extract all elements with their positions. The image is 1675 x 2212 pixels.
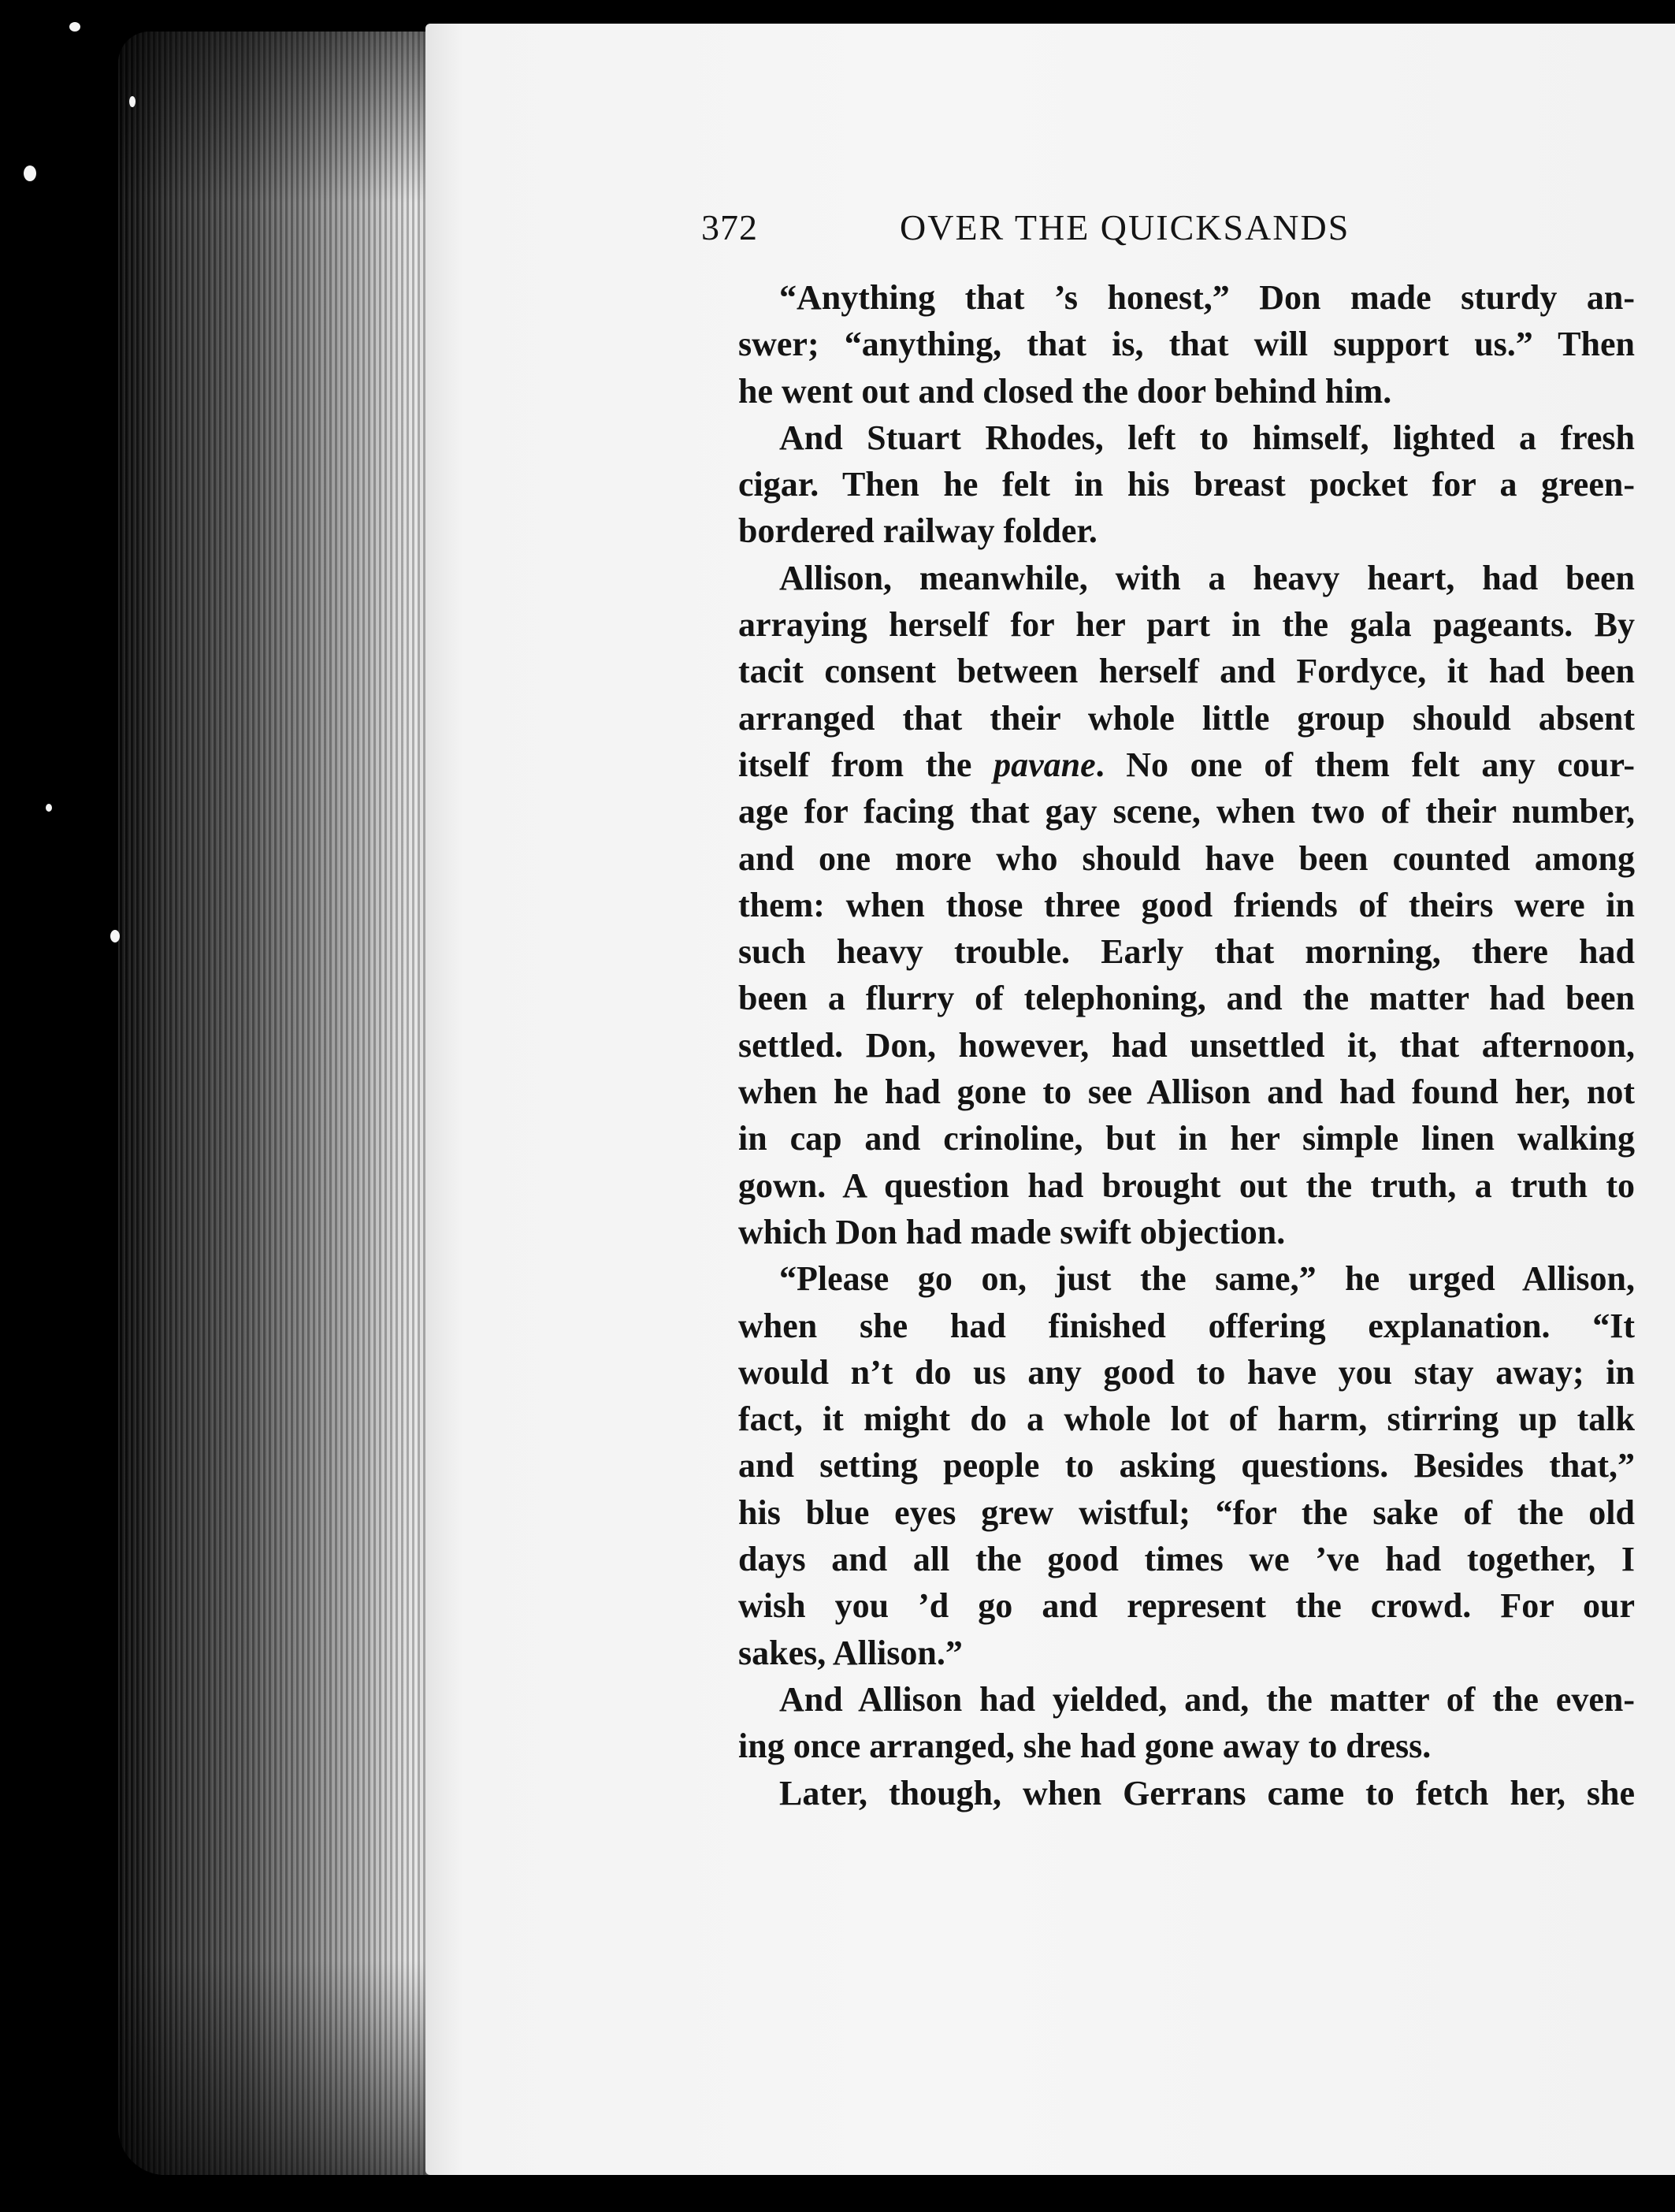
- text-line: them: when those three good friends of theirs were in: [738, 885, 1635, 924]
- text-line: And Stuart Rhodes, left to himself, lighted a fresh: [779, 418, 1635, 457]
- text-line: And Allison had yielded, and, the matter of the even-: [779, 1679, 1635, 1719]
- text-line: Allison, meanwhile, with a heavy heart, had been: [779, 558, 1635, 597]
- dust-speck: [69, 22, 80, 32]
- text-line: tacit consent between herself and Fordyce, it had been: [738, 652, 1635, 691]
- text-line: bordered railway folder.: [738, 511, 1097, 551]
- text-line: cigar. Then he felt in his breast pocket for a green-: [738, 465, 1635, 504]
- book-page-edges: [118, 32, 433, 2175]
- text-line: he went out and closed the door behind him.: [738, 371, 1392, 411]
- text-line: and one more who should have been counted among: [738, 838, 1635, 878]
- running-title: OVER THE QUICKSANDS: [900, 207, 1350, 247]
- text-line: sakes, Allison.”: [738, 1633, 963, 1672]
- text-line: would n’t do us any good to have you stay away; in: [738, 1352, 1635, 1392]
- text-line: which Don had made swift objection.: [738, 1212, 1286, 1251]
- text-line: been a flurry of telephoning, and the matter had been: [738, 979, 1635, 1018]
- text-line: and setting people to asking questions. Besides that,”: [738, 1446, 1635, 1485]
- page-number: 372: [701, 207, 758, 247]
- text-line: such heavy trouble. Early that morning, there had: [738, 932, 1635, 972]
- text-line: itself from the pavane. No one of them felt any cour-: [738, 745, 1635, 784]
- dust-speck: [46, 804, 52, 812]
- dust-speck: [24, 165, 36, 181]
- paragraph: [697, 555, 1635, 1255]
- paragraph: [697, 415, 1635, 555]
- text-line: when he had gone to see Allison and had found her, not: [738, 1073, 1635, 1112]
- text-line: wish you ’d go and represent the crowd. For our: [738, 1586, 1635, 1626]
- dust-speck: [129, 96, 136, 107]
- text-line: “Anything that ’s honest,” Don made sturdy an-: [779, 278, 1635, 317]
- paragraph: [697, 1255, 1635, 1676]
- running-header: [701, 206, 1647, 262]
- text-line: arraying herself for her part in the gala pageants. By: [738, 605, 1635, 645]
- text-line: settled. Don, however, had unsettled it, that afternoon,: [738, 1025, 1635, 1065]
- text-line: when she had finished offering explanation. “It: [738, 1306, 1635, 1345]
- text-line: Later, though, when Gerrans came to fetch her, she: [779, 1773, 1635, 1812]
- paragraph: [697, 274, 1635, 415]
- paragraph: [697, 1676, 1635, 1770]
- text-line: gown. A question had brought out the truth, a truth to: [738, 1165, 1635, 1205]
- text-line: his blue eyes grew wistful; “for the sake of the old: [738, 1493, 1635, 1532]
- text-line: arranged that their whole little group should absent: [738, 698, 1635, 738]
- dust-speck: [110, 930, 120, 942]
- text-line: in cap and crinoline, but in her simple linen walking: [738, 1119, 1635, 1158]
- body-text: [697, 274, 1635, 1816]
- text-line: swer; “anything, that is, that will support us.” Then: [738, 325, 1635, 364]
- text-line: ing once arranged, she had gone away to dress.: [738, 1727, 1432, 1766]
- text-line: “Please go on, just the same,” he urged Allison,: [779, 1259, 1635, 1299]
- text-line: fact, it might do a whole lot of harm, stirring up talk: [738, 1400, 1635, 1439]
- text-line: days and all the good times we ’ve had together, I: [738, 1540, 1635, 1579]
- text-line: age for facing that gay scene, when two of their number,: [738, 792, 1635, 831]
- paragraph: [697, 1770, 1635, 1816]
